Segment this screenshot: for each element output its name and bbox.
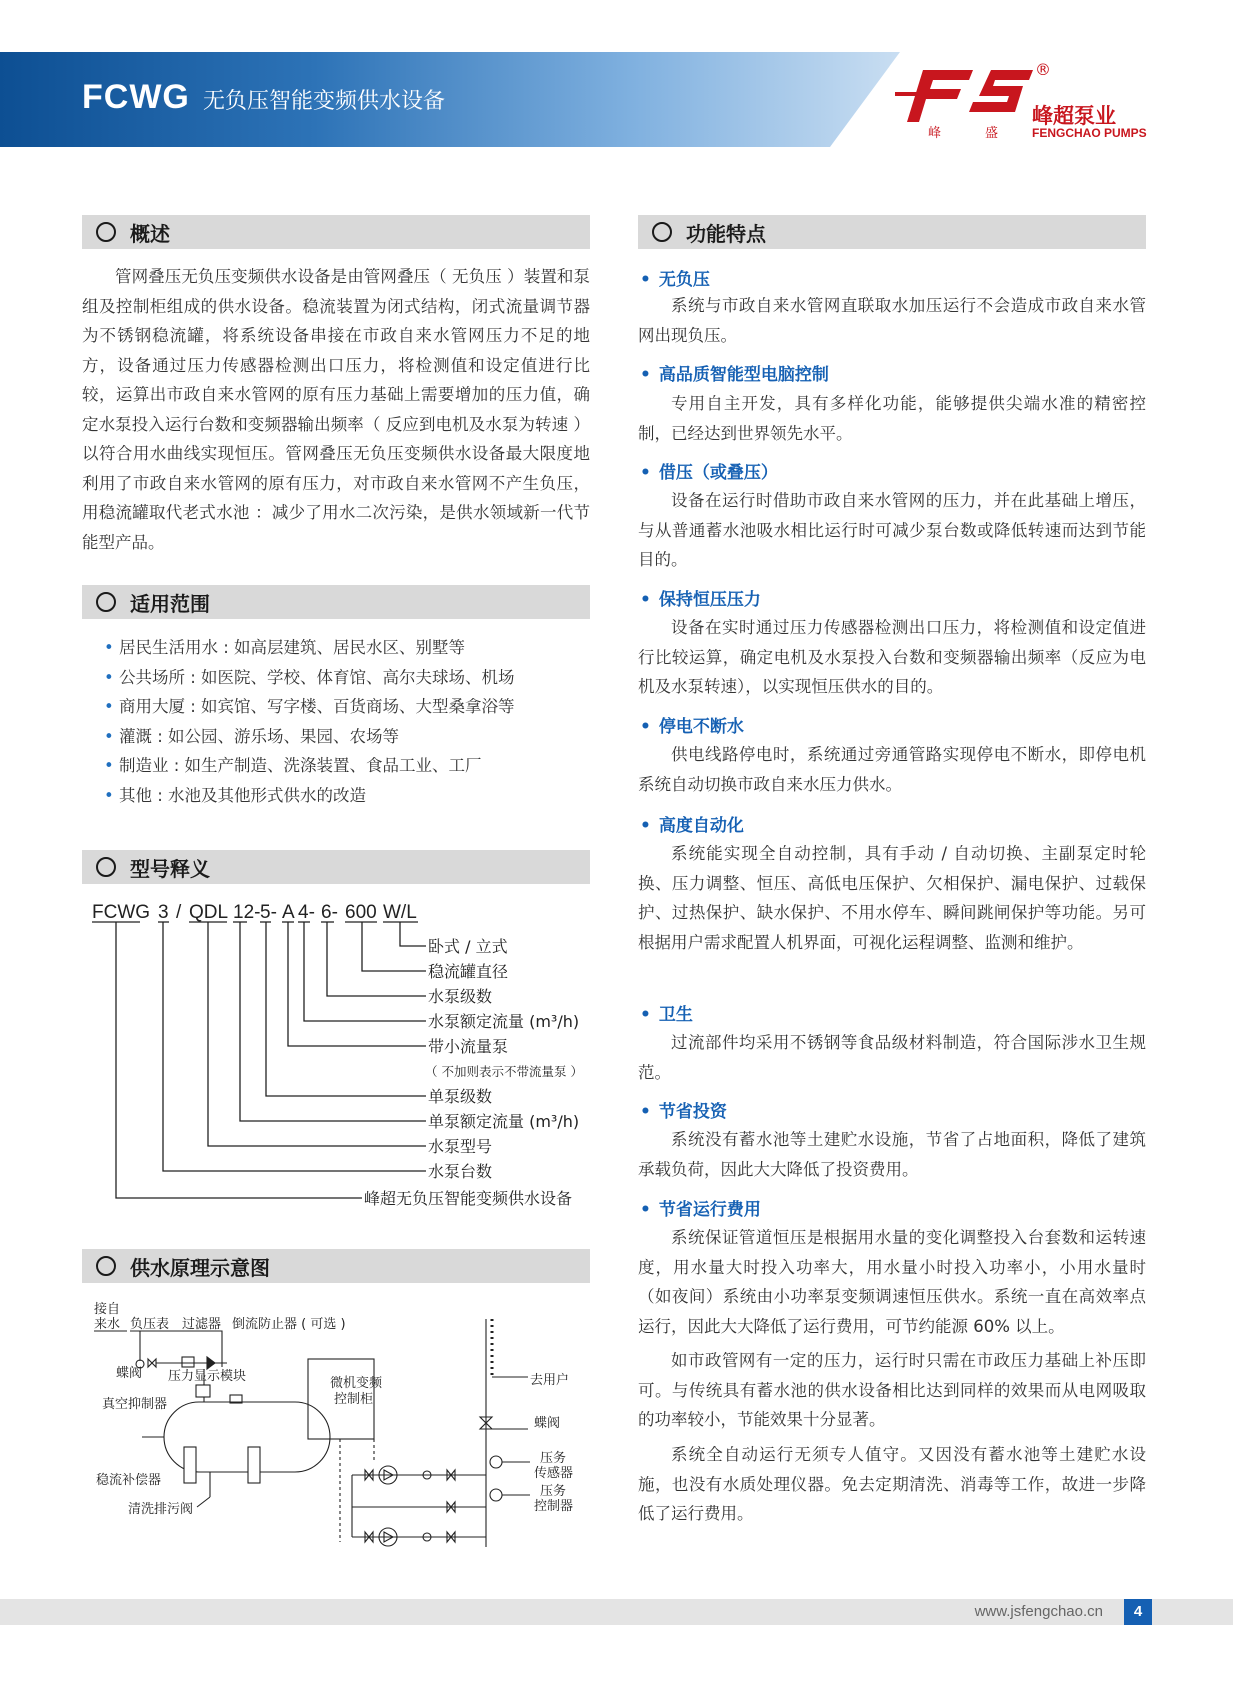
label-pressure-module: 压力显示模块 bbox=[168, 1369, 247, 1384]
page-header bbox=[0, 52, 1233, 147]
code-part-smallstages: 6- bbox=[321, 902, 338, 923]
circle-icon bbox=[652, 222, 672, 242]
feature-desc: 供电线路停电时，系统通过旁通管路实现停电不断水，即停电机系统自动切换市政自来水压力供水。 bbox=[638, 745, 1146, 794]
feature-desc: 系统没有蓄水池等土建贮水设施，节省了占地面积，降低了建筑承载负荷，因此大大降低了投资费用。 bbox=[638, 1130, 1146, 1179]
code-part-tank: 600 bbox=[345, 902, 377, 923]
code-part-slash: / bbox=[176, 902, 182, 923]
model-label-single-flow: 单泵额定流量 (m³/h) bbox=[428, 1112, 580, 1131]
brand-name-en: FENGCHAO PUMPS bbox=[1032, 126, 1147, 140]
feature-desc: 过流部件均采用不锈钢等食品级材料制造，符合国际涉水卫生规范。 bbox=[638, 1033, 1146, 1082]
model-label-pump-count: 水泵台数 bbox=[428, 1162, 493, 1181]
circle-icon bbox=[96, 222, 116, 242]
feature-desc: 设备在运行时借助市政自来水管网的压力，并在此基础上增压，与从普通蓄水池吸水相比运行时可减少泵台数或降低转速而达到节能目的。 bbox=[638, 491, 1146, 569]
label-backflow: 倒流防止器 ( 可选 ) bbox=[232, 1317, 346, 1332]
diagram-title: 供水原理示意图 bbox=[130, 1255, 270, 1280]
code-part-count: 3 bbox=[158, 902, 169, 923]
list-item: • 制造业 : 如生产制造、洗涤装置、食品工业、工厂 bbox=[104, 751, 594, 781]
list-item: • 居民生活用水 : 如高层建筑、居民水区、别墅等 bbox=[104, 633, 594, 663]
features-heading bbox=[638, 215, 1146, 249]
footer-url: www.jsfengchao.cn bbox=[974, 1603, 1103, 1620]
features-title: 功能特点 bbox=[686, 221, 766, 246]
code-part-flow: 12- bbox=[233, 902, 261, 923]
bullet-icon: • bbox=[640, 1102, 651, 1122]
label-controller-2: 控制器 bbox=[534, 1499, 574, 1514]
bullet-icon: • bbox=[640, 1200, 651, 1220]
label-supply-top: 接自 bbox=[94, 1302, 121, 1317]
model-label-stages: 水泵级数 bbox=[428, 987, 493, 1006]
code-part-small: A bbox=[282, 902, 295, 923]
registered-mark: ® bbox=[1035, 60, 1051, 79]
label-sensor-1: 压务 bbox=[540, 1451, 567, 1466]
feature-title: • 保持恒压压力 bbox=[640, 590, 761, 610]
logo-char-feng: 峰 bbox=[928, 126, 942, 141]
feature-desc-extra: 如市政管网有一定的压力，运行时只需在市政压力基础上补压即可。与传统具有蓄水池的供水设备相比达到同样的效果而从电网吸取的功率较小，节能效果十分显著。 bbox=[638, 1351, 1146, 1429]
label-supply-bottom: 来水 bbox=[94, 1317, 121, 1332]
model-label-tank: 稳流罐直径 bbox=[428, 962, 509, 981]
list-item: • 其他 : 水池及其他形式供水的改造 bbox=[104, 781, 594, 811]
overview-title: 概述 bbox=[130, 221, 170, 246]
bullet-icon: • bbox=[640, 463, 651, 483]
water-supply-diagram bbox=[82, 1297, 602, 1567]
overview-text: 管网叠压无负压变频供水设备是由管网叠压（ 无负压 ）装置和泵组及控制柜组成的供水设备。稳流装置为闭式结构，闭式流量调节器为不锈钢稳流罐，将系统设备串接在市政自来水管网压力不足的地方，设备通过压力传感器检测出口压力，将检测值和设定值进行比较，运算出市政自来水管网的原有压力基础上需要增加的压力值，确定水泵投入运行台数和变频器输出频率（ 反应到电机及水泵为转速 ）以符合用水曲线实现恒压。管网叠压无负压变频供水设备最大限度地利用了市政自来水管网的原有压力，对市政自来水管网不产生负压，用稳流罐取代老式水池 ：减少了用水二次污染，是供水领域新一代节能型产品。 bbox=[82, 267, 590, 552]
model-label-note: （ 不加则表示不带流量泵 ） bbox=[425, 1064, 583, 1079]
model-label-small: 带小流量泵 bbox=[428, 1037, 509, 1056]
bullet-icon: • bbox=[640, 717, 651, 737]
feature-title: • 无负压 bbox=[640, 270, 710, 290]
label-cabinet-2: 控制柜 bbox=[334, 1392, 374, 1407]
scope-list bbox=[104, 633, 594, 810]
circle-icon bbox=[96, 592, 116, 612]
code-part-smallflow: 4- bbox=[298, 902, 315, 923]
diagram-heading bbox=[82, 1249, 590, 1283]
model-label-flow: 水泵额定流量 (m³/h) bbox=[428, 1012, 580, 1031]
header-model: FCWG bbox=[82, 78, 190, 116]
code-part-stages: 5- bbox=[260, 902, 277, 923]
model-title: 型号释义 bbox=[130, 856, 210, 881]
feature-desc-extra: 系统全自动运行无须专人值守。又因没有蓄水池等土建贮水设施，也没有水质处理仪器。免去定期清洗、消毒等工作，故进一步降低了运行费用。 bbox=[638, 1445, 1146, 1523]
list-item: • 公共场所 : 如医院、学校、体育馆、高尔夫球场、机场 bbox=[104, 663, 594, 693]
bullet-icon: • bbox=[640, 1005, 651, 1025]
feature-title: • 停电不断水 bbox=[640, 717, 744, 737]
model-label-pump-type: 水泵型号 bbox=[428, 1137, 493, 1156]
code-part-fcwg: FCWG bbox=[92, 902, 151, 923]
label-valve-1: 蝶阀 bbox=[116, 1366, 143, 1381]
header-title bbox=[82, 78, 445, 117]
feature-desc: 系统与市政自来水管网直联取水加压运行不会造成市政自来水管网出现负压。 bbox=[638, 296, 1146, 345]
label-filter: 过滤器 bbox=[182, 1317, 222, 1332]
label-vacuum: 真空抑制器 bbox=[102, 1397, 168, 1412]
label-cabinet-1: 微机变频 bbox=[330, 1376, 383, 1391]
overview-heading bbox=[82, 215, 590, 249]
code-part-orientation: W/L bbox=[383, 902, 417, 923]
code-part-pumptype: QDL bbox=[189, 902, 229, 923]
label-gauge: 负压表 bbox=[130, 1317, 170, 1332]
circle-icon bbox=[96, 1256, 116, 1276]
feature-title: • 卫生 bbox=[640, 1005, 693, 1025]
brand-logo bbox=[895, 60, 1195, 140]
feature-title: • 高度自动化 bbox=[640, 816, 744, 836]
list-item: • 灌溉 : 如公园、游乐场、果园、农场等 bbox=[104, 722, 594, 752]
feature-desc: 专用自主开发，具有多样化功能，能够提供尖端水准的精密控制，已经达到世界领先水平。 bbox=[638, 394, 1146, 443]
label-controller-1: 压务 bbox=[540, 1484, 567, 1499]
list-item: • 商用大厦 : 如宾馆、写字楼、百货商场、大型桑拿浴等 bbox=[104, 692, 594, 722]
model-label-orientation: 卧式 / 立式 bbox=[428, 937, 508, 956]
bullet-icon: • bbox=[640, 816, 651, 836]
bullet-icon: • bbox=[640, 590, 651, 610]
circle-icon bbox=[96, 857, 116, 877]
model-heading bbox=[82, 850, 590, 884]
page-footer bbox=[0, 1599, 1233, 1625]
feature-title: • 借压（或叠压） bbox=[640, 463, 778, 483]
feature-title: • 节省投资 bbox=[640, 1102, 727, 1122]
feature-desc: 设备在实时通过压力传感器检测出口压力，将检测值和设定值进行比较运算，确定电机及水泵投入台数和变频器输出频率（反应为电机及水泵转速），以实现恒压供水的目的。 bbox=[638, 618, 1146, 696]
label-to-user: 去用户 bbox=[530, 1373, 570, 1388]
model-label-single-stages: 单泵级数 bbox=[428, 1087, 493, 1106]
feature-title: • 高品质智能型电脑控制 bbox=[640, 365, 829, 385]
feature-desc: 系统能实现全自动控制，具有手动 / 自动切换、主副泵定时轮换、压力调整、恒压、高低电压保护、欠相保护、漏电保护、过载保护、过热保护、缺水保护、不用水停车、瞬间跳闸保护等功能。另可根据用户需求配置人机界面，可视化运程调整、监测和维护。 bbox=[638, 844, 1146, 952]
model-label-product: 峰超无负压智能变频供水设备 bbox=[364, 1189, 573, 1208]
feature-desc: 系统保证管道恒压是根据用水量的变化调整投入台套数和运转速度，用水量大时投入功率大，用水量小时投入功率小，小用水量时（如夜间）系统由小功率泵变频调速恒压供水。系统一直在高效率点运行，因此大大降低了运行费用，可节约能源 60% 以上。 bbox=[638, 1228, 1146, 1336]
label-sensor-2: 传感器 bbox=[534, 1466, 574, 1481]
page-number: 4 bbox=[1124, 1599, 1152, 1625]
feature-title: • 节省运行费用 bbox=[640, 1200, 761, 1220]
fs-logo-icon bbox=[895, 66, 1035, 136]
label-drain: 清洗排污阀 bbox=[128, 1502, 194, 1517]
scope-heading bbox=[82, 585, 590, 619]
brand-name-cn: 峰超泵业 bbox=[1032, 104, 1116, 128]
logo-char-sheng: 盛 bbox=[985, 126, 999, 141]
scope-title: 适用范围 bbox=[130, 591, 210, 616]
label-compensator: 稳流补偿器 bbox=[96, 1473, 162, 1488]
label-valve-2: 蝶阀 bbox=[534, 1416, 561, 1431]
bullet-icon: • bbox=[640, 365, 651, 385]
bullet-icon: • bbox=[640, 270, 651, 290]
model-code-diagram bbox=[82, 898, 612, 1220]
header-subtitle: 无负压智能变频供水设备 bbox=[202, 89, 445, 114]
